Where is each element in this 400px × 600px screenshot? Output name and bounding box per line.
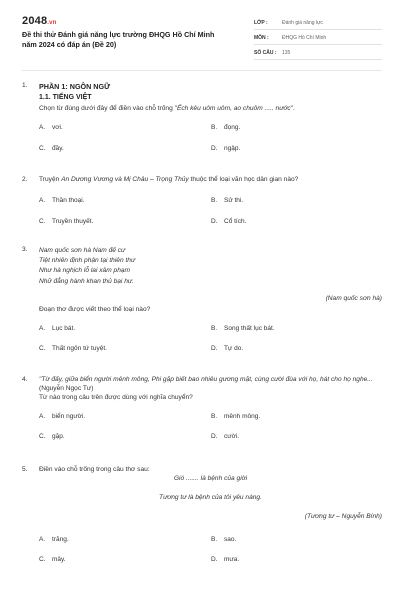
header-divider <box>22 70 382 71</box>
meta-label: SỐ CÂU : <box>254 50 277 57</box>
question-text: Chọn từ đúng dưới đây để điền vào chỗ trống "Ếch kêu uôm uôm, ao chuôm ..... nước". <box>39 105 295 113</box>
option-d[interactable]: D. cười. <box>211 433 240 441</box>
verse-source: (Tương tư – Nguyễn Bính) <box>304 512 382 520</box>
answer-options <box>39 124 382 154</box>
quote-text: "Từ đấy, giữa biển người mênh mông, Phi gặp biết bao nhiêu gương mặt, cùng cười đùa với họ, hát cho họ nghe... (Nguyễn Ngọc Tư) <box>39 376 373 392</box>
question-text: Đoạn thơ được viết theo thể loại nào? <box>39 305 151 313</box>
question-number: 4. <box>22 376 28 383</box>
question-number: 2. <box>22 176 28 183</box>
verse-line-1: Gió ....... là bệnh của giời <box>173 474 248 482</box>
answer-options <box>39 413 382 443</box>
meta-row-class <box>254 17 382 30</box>
poem-line: Tiệt nhiên định phận tại thiên thư <box>39 257 136 265</box>
question-text: Điền vào chỗ trống trong câu thơ sau: <box>39 466 150 473</box>
verse-line-2: Tương tư là bệnh của tôi yêu nàng. <box>159 493 262 501</box>
document-header <box>22 14 382 64</box>
option-a[interactable]: A. biển người. <box>39 412 86 420</box>
option-c[interactable]: C. Thất ngôn tứ tuyệt. <box>39 345 107 353</box>
question-2 <box>22 176 382 226</box>
option-a[interactable]: A. vơi. <box>39 124 63 132</box>
document-title-line-2: năm 2024 có đáp án (Đề 20) <box>22 40 117 50</box>
option-a[interactable]: A. Lục bát. <box>39 324 76 332</box>
poem-source: (Nam quốc sơn hà) <box>325 294 382 302</box>
question-text: Từ nào trong câu trên được dùng với nghĩa chuyển? <box>39 393 193 401</box>
poem-excerpt <box>39 246 382 287</box>
document-meta <box>254 17 382 62</box>
document-title <box>22 30 242 51</box>
option-a[interactable]: A. Thần thoại. <box>39 196 85 204</box>
meta-label: MÔN : <box>254 35 269 42</box>
meta-row-subject <box>254 32 382 45</box>
question-number: 5. <box>22 466 28 473</box>
option-d[interactable]: D. ngập. <box>211 144 241 152</box>
question-5 <box>22 466 382 565</box>
section-title: PHẦN 1: NGÔN NGỮ <box>39 82 111 91</box>
meta-row-count <box>254 47 382 60</box>
site-logo[interactable]: 2048.vn <box>22 15 57 27</box>
option-b[interactable]: B. Sử thi. <box>211 196 244 204</box>
option-c[interactable]: C. Truyền thuyết. <box>39 217 94 225</box>
question-number: 3. <box>22 246 28 253</box>
question-3 <box>22 246 382 354</box>
question-4 <box>22 376 382 442</box>
question-1 <box>22 82 382 154</box>
option-c[interactable]: C. gặp. <box>39 433 65 441</box>
answer-options <box>39 197 382 227</box>
option-d[interactable]: D. Cổ tích. <box>211 217 247 225</box>
question-text: Truyện An Dương Vương và Mị Châu – Trọng Thủy thuộc thể loại văn học dân gian nào? <box>39 176 299 183</box>
poem-line: Như hà nghịch lỗ lai xâm phạm <box>39 267 131 275</box>
meta-value: 135 <box>282 50 291 57</box>
option-c[interactable]: C. đầy. <box>39 144 64 152</box>
meta-label: LỚP : <box>254 20 268 27</box>
question-number: 1. <box>22 82 28 89</box>
answer-options <box>39 325 382 355</box>
option-b[interactable]: B. Song thất lục bát. <box>211 324 275 332</box>
subsection-title: 1.1. TIẾNG VIỆT <box>39 93 92 101</box>
meta-value: Đánh giá năng lực <box>282 20 323 27</box>
option-b[interactable]: B. sao. <box>211 535 237 543</box>
option-b[interactable]: B. đọng. <box>211 124 241 132</box>
meta-value: ĐHQG Hồ Chí Minh <box>282 35 327 42</box>
option-d[interactable]: D. Tự do. <box>211 345 244 353</box>
document-title-line-1: Đề thi thử Đánh giá năng lực trường ĐHQG Hồ Chí Minh <box>22 30 215 39</box>
option-a[interactable]: A. trăng. <box>39 535 69 543</box>
poem-line: Nam quốc sơn hà Nam đế cư <box>39 247 126 254</box>
option-c[interactable]: C. mây. <box>39 556 66 564</box>
answer-options <box>39 536 382 566</box>
poem-line: Nhữ đẳng hành khan thủ bại hư. <box>39 277 134 285</box>
option-d[interactable]: D. mưa. <box>211 556 240 564</box>
option-b[interactable]: B. mênh mông. <box>211 412 261 420</box>
